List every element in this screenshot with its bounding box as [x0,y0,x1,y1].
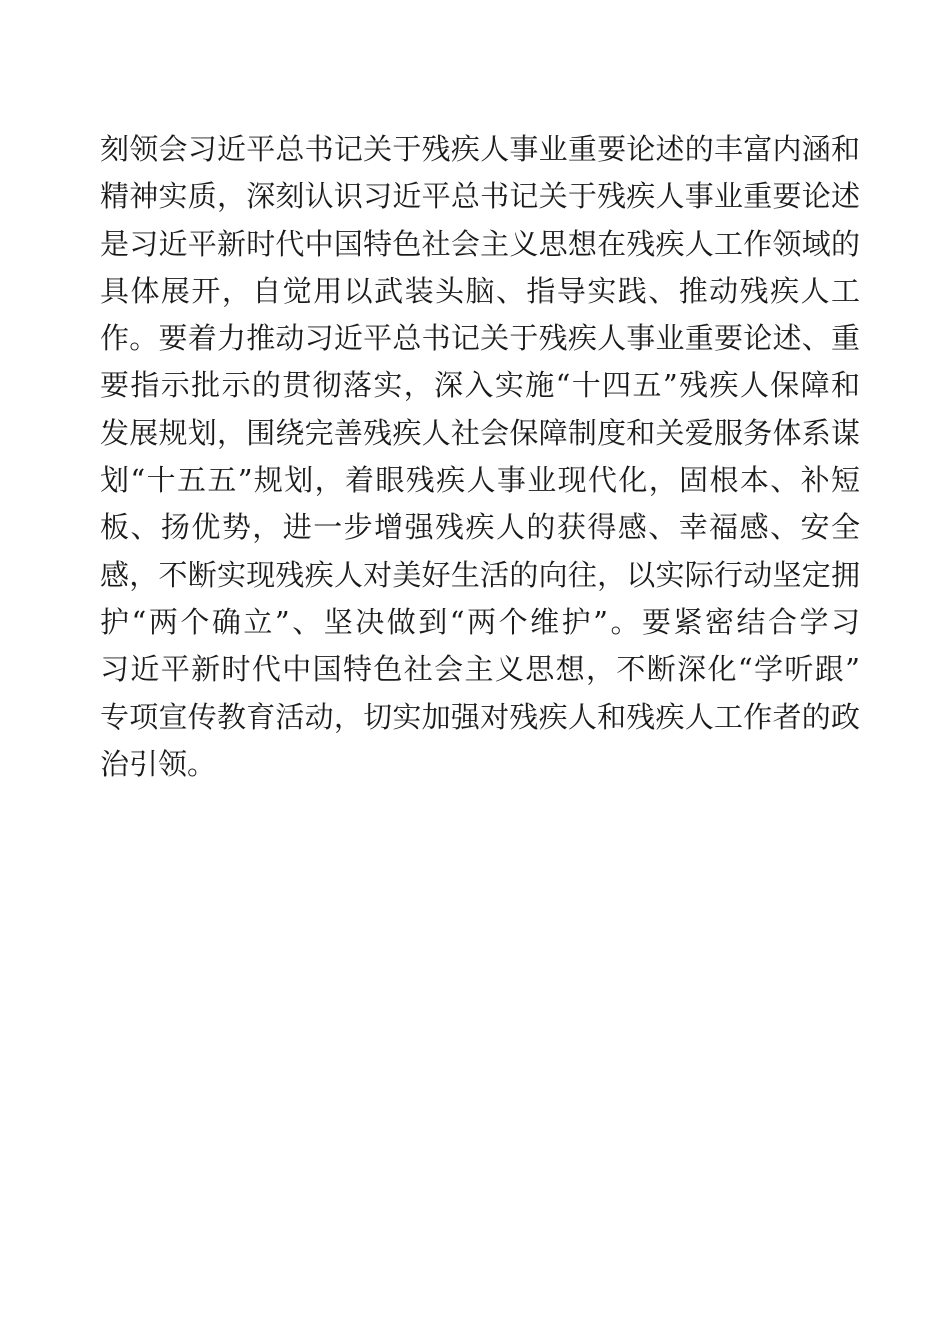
paragraph-line: 护“两个确立”、坚决做到“两个维护”。要紧密结合学习 [100,604,860,639]
paragraph-line: 是习近平新时代中国特色社会主义思想在残疾人工作领域的 [100,226,860,261]
paragraph-line: 习近平新时代中国特色社会主义思想，不断深化“学听跟” [100,652,860,687]
paragraph-line: 发展规划，围绕完善残疾人社会保障制度和关爱服务体系谋 [100,415,860,450]
paragraph-line: 治引领。 [100,746,217,781]
body-paragraph [100,126,860,788]
paragraph-line: 刻领会习近平总书记关于残疾人事业重要论述的丰富内涵和 [100,132,860,166]
paragraph-line: 专项宣传教育活动，切实加强对残疾人和残疾人工作者的政 [100,699,860,734]
paragraph-line: 精神实质，深刻认识习近平总书记关于残疾人事业重要论述 [100,179,860,214]
paragraph-line: 板、扬优势，进一步增强残疾人的获得感、幸福感、安全 [100,510,860,545]
paragraph-line: 划“十五五”规划，着眼残疾人事业现代化，固根本、补短 [100,463,860,498]
paragraph-line: 要指示批示的贯彻落实，深入实施“十四五”残疾人保障和 [100,368,860,403]
paragraph-line: 作。要着力推动习近平总书记关于残疾人事业重要论述、重 [100,321,860,356]
paragraph-line: 具体展开，自觉用以武装头脑、指导实践、推动残疾人工 [100,273,860,308]
paragraph-line: 感，不断实现残疾人对美好生活的向往，以实际行动坚定拥 [100,557,860,592]
